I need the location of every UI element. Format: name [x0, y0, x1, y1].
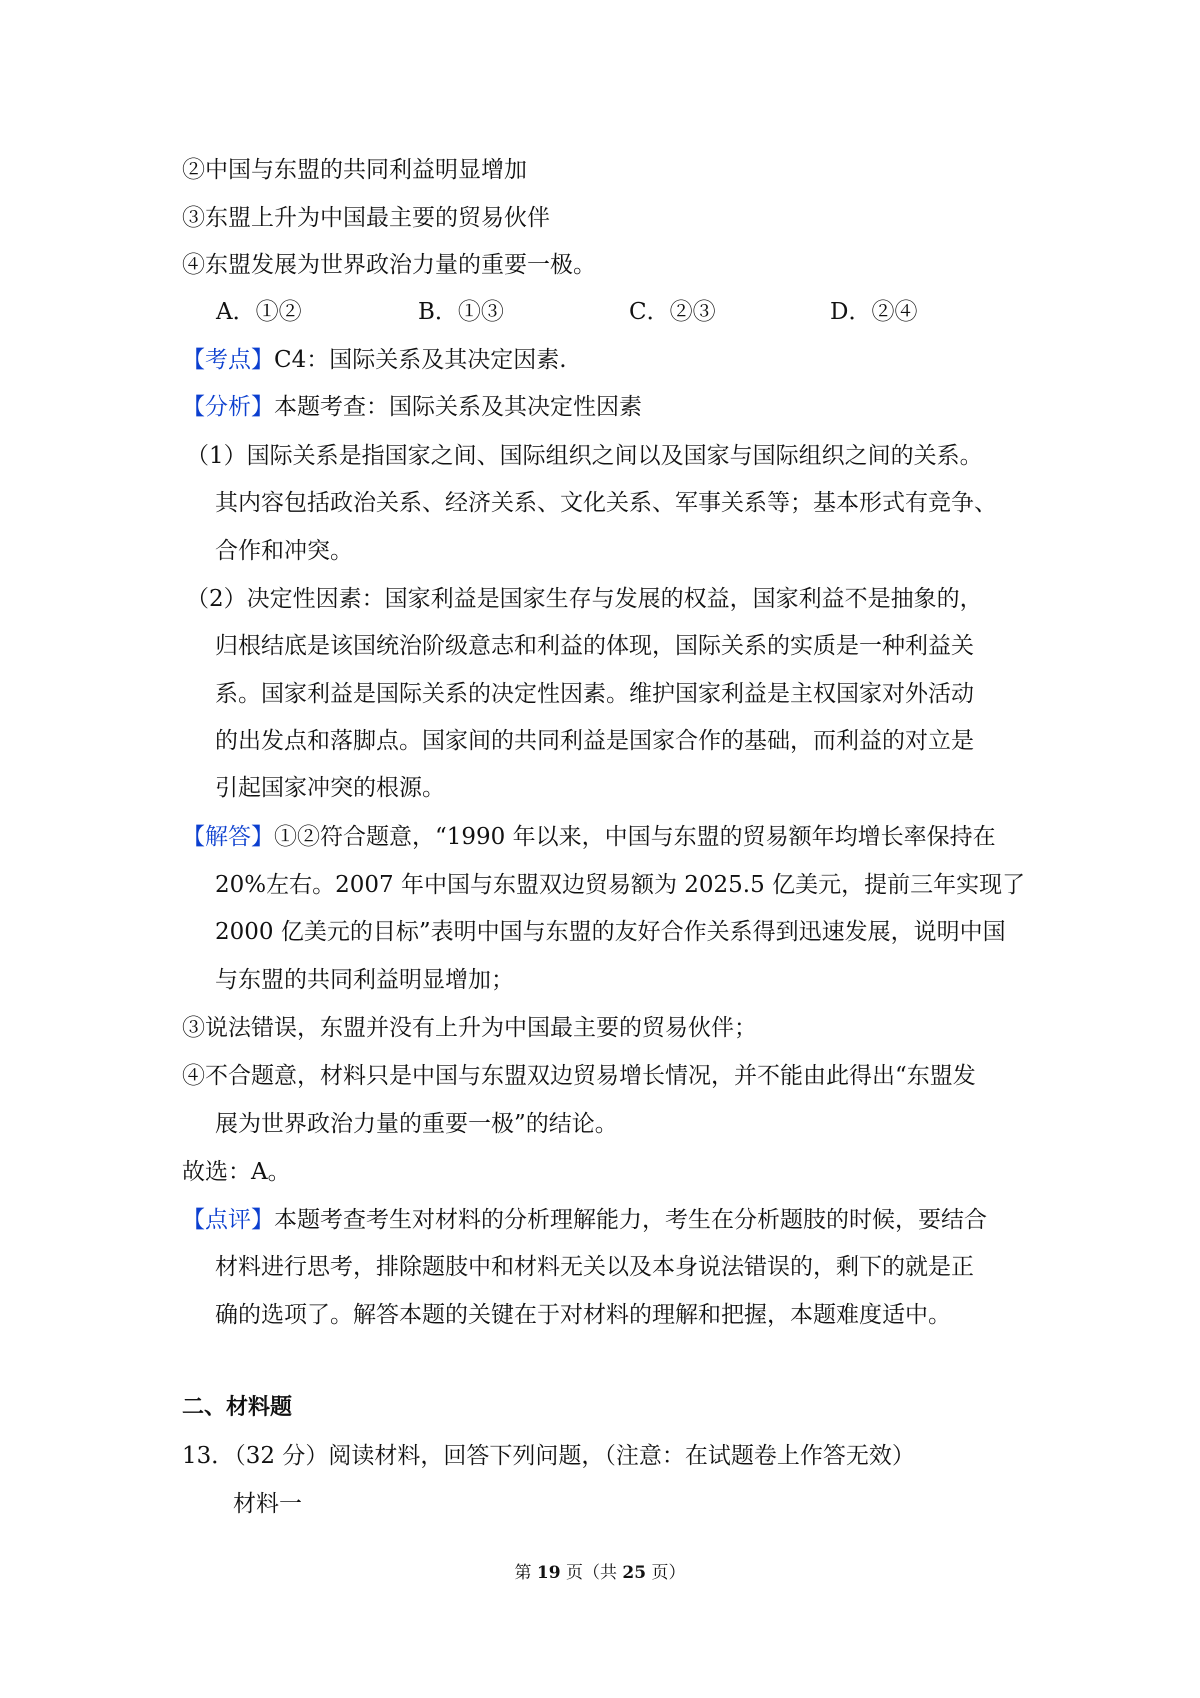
option-c: C．②③: [629, 299, 716, 325]
answer-options: [182, 297, 962, 327]
fenxi-p1-l2: 其内容包括政治关系、经济关系、文化关系、军事关系等；基本形式有竞争、: [215, 490, 997, 516]
dianping-l3: 确的选项了。解答本题的关键在于对材料的理解和把握，本题难度适中。: [215, 1302, 951, 1328]
fenxi-line: [182, 392, 642, 422]
dianping-line: [182, 1205, 987, 1235]
dianping-tag: 【点评】: [182, 1207, 274, 1233]
jieda-text: ①②符合题意，“1990 年以来，中国与东盟的贸易额年均增长率保持在: [274, 824, 996, 850]
material-1-label: 材料一: [233, 1491, 302, 1517]
page-footer: [0, 1561, 1200, 1585]
footer-suffix: 页）: [651, 1563, 686, 1583]
option-a: A．①②: [216, 299, 302, 325]
fenxi-p2-l3: 系。国家利益是国际关系的决定性因素。维护国家利益是主权国家对外活动: [215, 681, 974, 707]
jieda-tag: 【解答】: [182, 824, 274, 850]
jieda-line: [182, 822, 996, 852]
fenxi-p2-l1: （2）决定性因素：国家利益是国家生存与发展的权益，国家利益不是抽象的，: [186, 586, 983, 612]
footer-mid: 页（共: [566, 1563, 617, 1583]
footer-prefix: 第: [514, 1563, 532, 1583]
option-d: D．②④: [830, 299, 918, 325]
fenxi-p1-l3: 合作和冲突。: [215, 538, 353, 564]
fenxi-p2-l4: 的出发点和落脚点。国家间的共同利益是国家合作的基础，而利益的对立是: [215, 728, 974, 754]
jieda-l3: 2000 亿美元的目标”表明中国与东盟的友好合作关系得到迅速发展，说明中国: [215, 919, 1006, 945]
fenxi-tag: 【分析】: [182, 394, 274, 420]
fenxi-p2-l5: 引起国家冲突的根源。: [215, 775, 445, 801]
dianping-l2: 材料进行思考，排除题肢中和材料无关以及本身说法错误的，剩下的就是正: [215, 1254, 974, 1280]
question-13: 13．（32 分）阅读材料，回答下列问题，（注意：在试题卷上作答无效）: [182, 1443, 915, 1469]
fenxi-p2-l2: 归根结底是该国统治阶级意志和利益的体现，国际关系的实质是一种利益关: [215, 633, 974, 659]
dianping-text: 本题考查考生对材料的分析理解能力，考生在分析题肢的时候，要结合: [274, 1207, 987, 1233]
option-line-3: ③东盟上升为中国最主要的贸易伙伴: [182, 205, 550, 231]
section-title: 二、材料题: [182, 1395, 293, 1420]
jieda-l2: 20%左右。2007 年中国与东盟双边贸易额为 2025.5 亿美元，提前三年实现了: [215, 872, 1026, 898]
jieda-l5: ③说法错误，东盟并没有上升为中国最主要的贸易伙伴；: [182, 1015, 757, 1041]
kaodian-text: C4：国际关系及其决定因素.: [274, 347, 567, 373]
option-line-4: ④东盟发展为世界政治力量的重要一极。: [182, 252, 596, 278]
jieda-l4: 与东盟的共同利益明显增加；: [215, 967, 514, 993]
jieda-l6: ④不合题意，材料只是中国与东盟双边贸易增长情况，并不能由此得出“东盟发: [182, 1063, 976, 1089]
option-line-2: ②中国与东盟的共同利益明显增加: [182, 157, 527, 183]
footer-total-pages: 25: [622, 1563, 647, 1583]
jieda-answer: 故选：A。: [182, 1159, 291, 1185]
option-b: B．①③: [418, 299, 504, 325]
kaodian-tag: 【考点】: [182, 347, 274, 373]
fenxi-text: 本题考查：国际关系及其决定性因素: [274, 394, 642, 420]
fenxi-p1-l1: （1）国际关系是指国家之间、国际组织之间以及国家与国际组织之间的关系。: [186, 443, 983, 469]
jieda-l7: 展为世界政治力量的重要一极”的结论。: [215, 1111, 618, 1137]
footer-page-number: 19: [536, 1563, 561, 1583]
kaodian-line: [182, 345, 567, 375]
